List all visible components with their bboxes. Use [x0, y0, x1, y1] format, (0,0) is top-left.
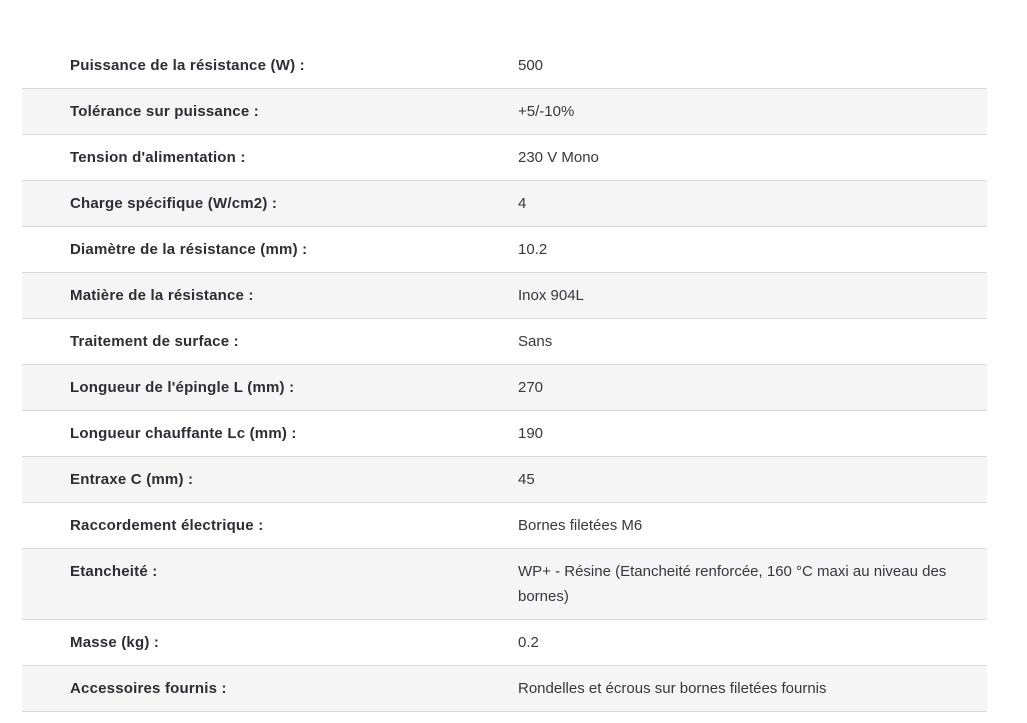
spec-value: Bornes filetées M6	[518, 517, 643, 534]
spec-value: 10.2	[518, 241, 548, 258]
spec-row-accessoires	[22, 665, 987, 711]
spec-label: Accessoires fournis :	[70, 680, 227, 697]
spec-row-entraxe	[22, 456, 987, 502]
spec-row-tension	[22, 134, 987, 180]
spec-label: Longueur chauffante Lc (mm) :	[70, 425, 297, 442]
spec-label: Matière de la résistance :	[70, 287, 254, 304]
spec-row-masse	[22, 619, 987, 665]
spec-value: 45	[518, 471, 535, 488]
spec-value: 500	[518, 57, 544, 74]
spec-row-charge-specifique	[22, 180, 987, 226]
spec-value: Inox 904L	[518, 287, 584, 304]
spec-value: Rondelles et écrous sur bornes filetées fournis	[518, 680, 827, 697]
spec-label: Tension d'alimentation :	[70, 149, 246, 166]
spec-row-matiere	[22, 272, 987, 318]
spec-value: 4	[518, 195, 527, 212]
spec-label: Tolérance sur puissance :	[70, 103, 259, 120]
spec-label: Etancheité :	[70, 563, 158, 580]
spec-label: Masse (kg) :	[70, 634, 160, 651]
spec-value: 230 V Mono	[518, 149, 599, 166]
spec-label: Diamètre de la résistance (mm) :	[70, 241, 308, 258]
spec-row-longueur-epingle	[22, 364, 987, 410]
spec-row-diametre	[22, 226, 987, 272]
spec-row-tolerance	[22, 88, 987, 134]
spec-value: +5/-10%	[518, 103, 575, 120]
spec-label: Charge spécifique (W/cm2) :	[70, 195, 278, 212]
spec-value: 0.2	[518, 634, 539, 651]
spec-row-puissance	[22, 43, 987, 88]
specifications-table	[22, 43, 987, 712]
spec-value: 190	[518, 425, 544, 442]
spec-label: Puissance de la résistance (W) :	[70, 57, 305, 74]
spec-row-etancheite	[22, 548, 987, 619]
spec-value: WP+ - Résine (Etancheité renforcée, 160 °C maxi au niveau des bornes)	[518, 563, 947, 605]
spec-value: Sans	[518, 333, 553, 350]
spec-label: Traitement de surface :	[70, 333, 239, 350]
spec-label: Raccordement électrique :	[70, 517, 264, 534]
spec-value: 270	[518, 379, 544, 396]
spec-label: Entraxe C (mm) :	[70, 471, 194, 488]
spec-label: Longueur de l'épingle L (mm) :	[70, 379, 295, 396]
spec-row-traitement-surface	[22, 318, 987, 364]
spec-row-raccordement	[22, 502, 987, 548]
spec-row-longueur-chauffante	[22, 410, 987, 456]
